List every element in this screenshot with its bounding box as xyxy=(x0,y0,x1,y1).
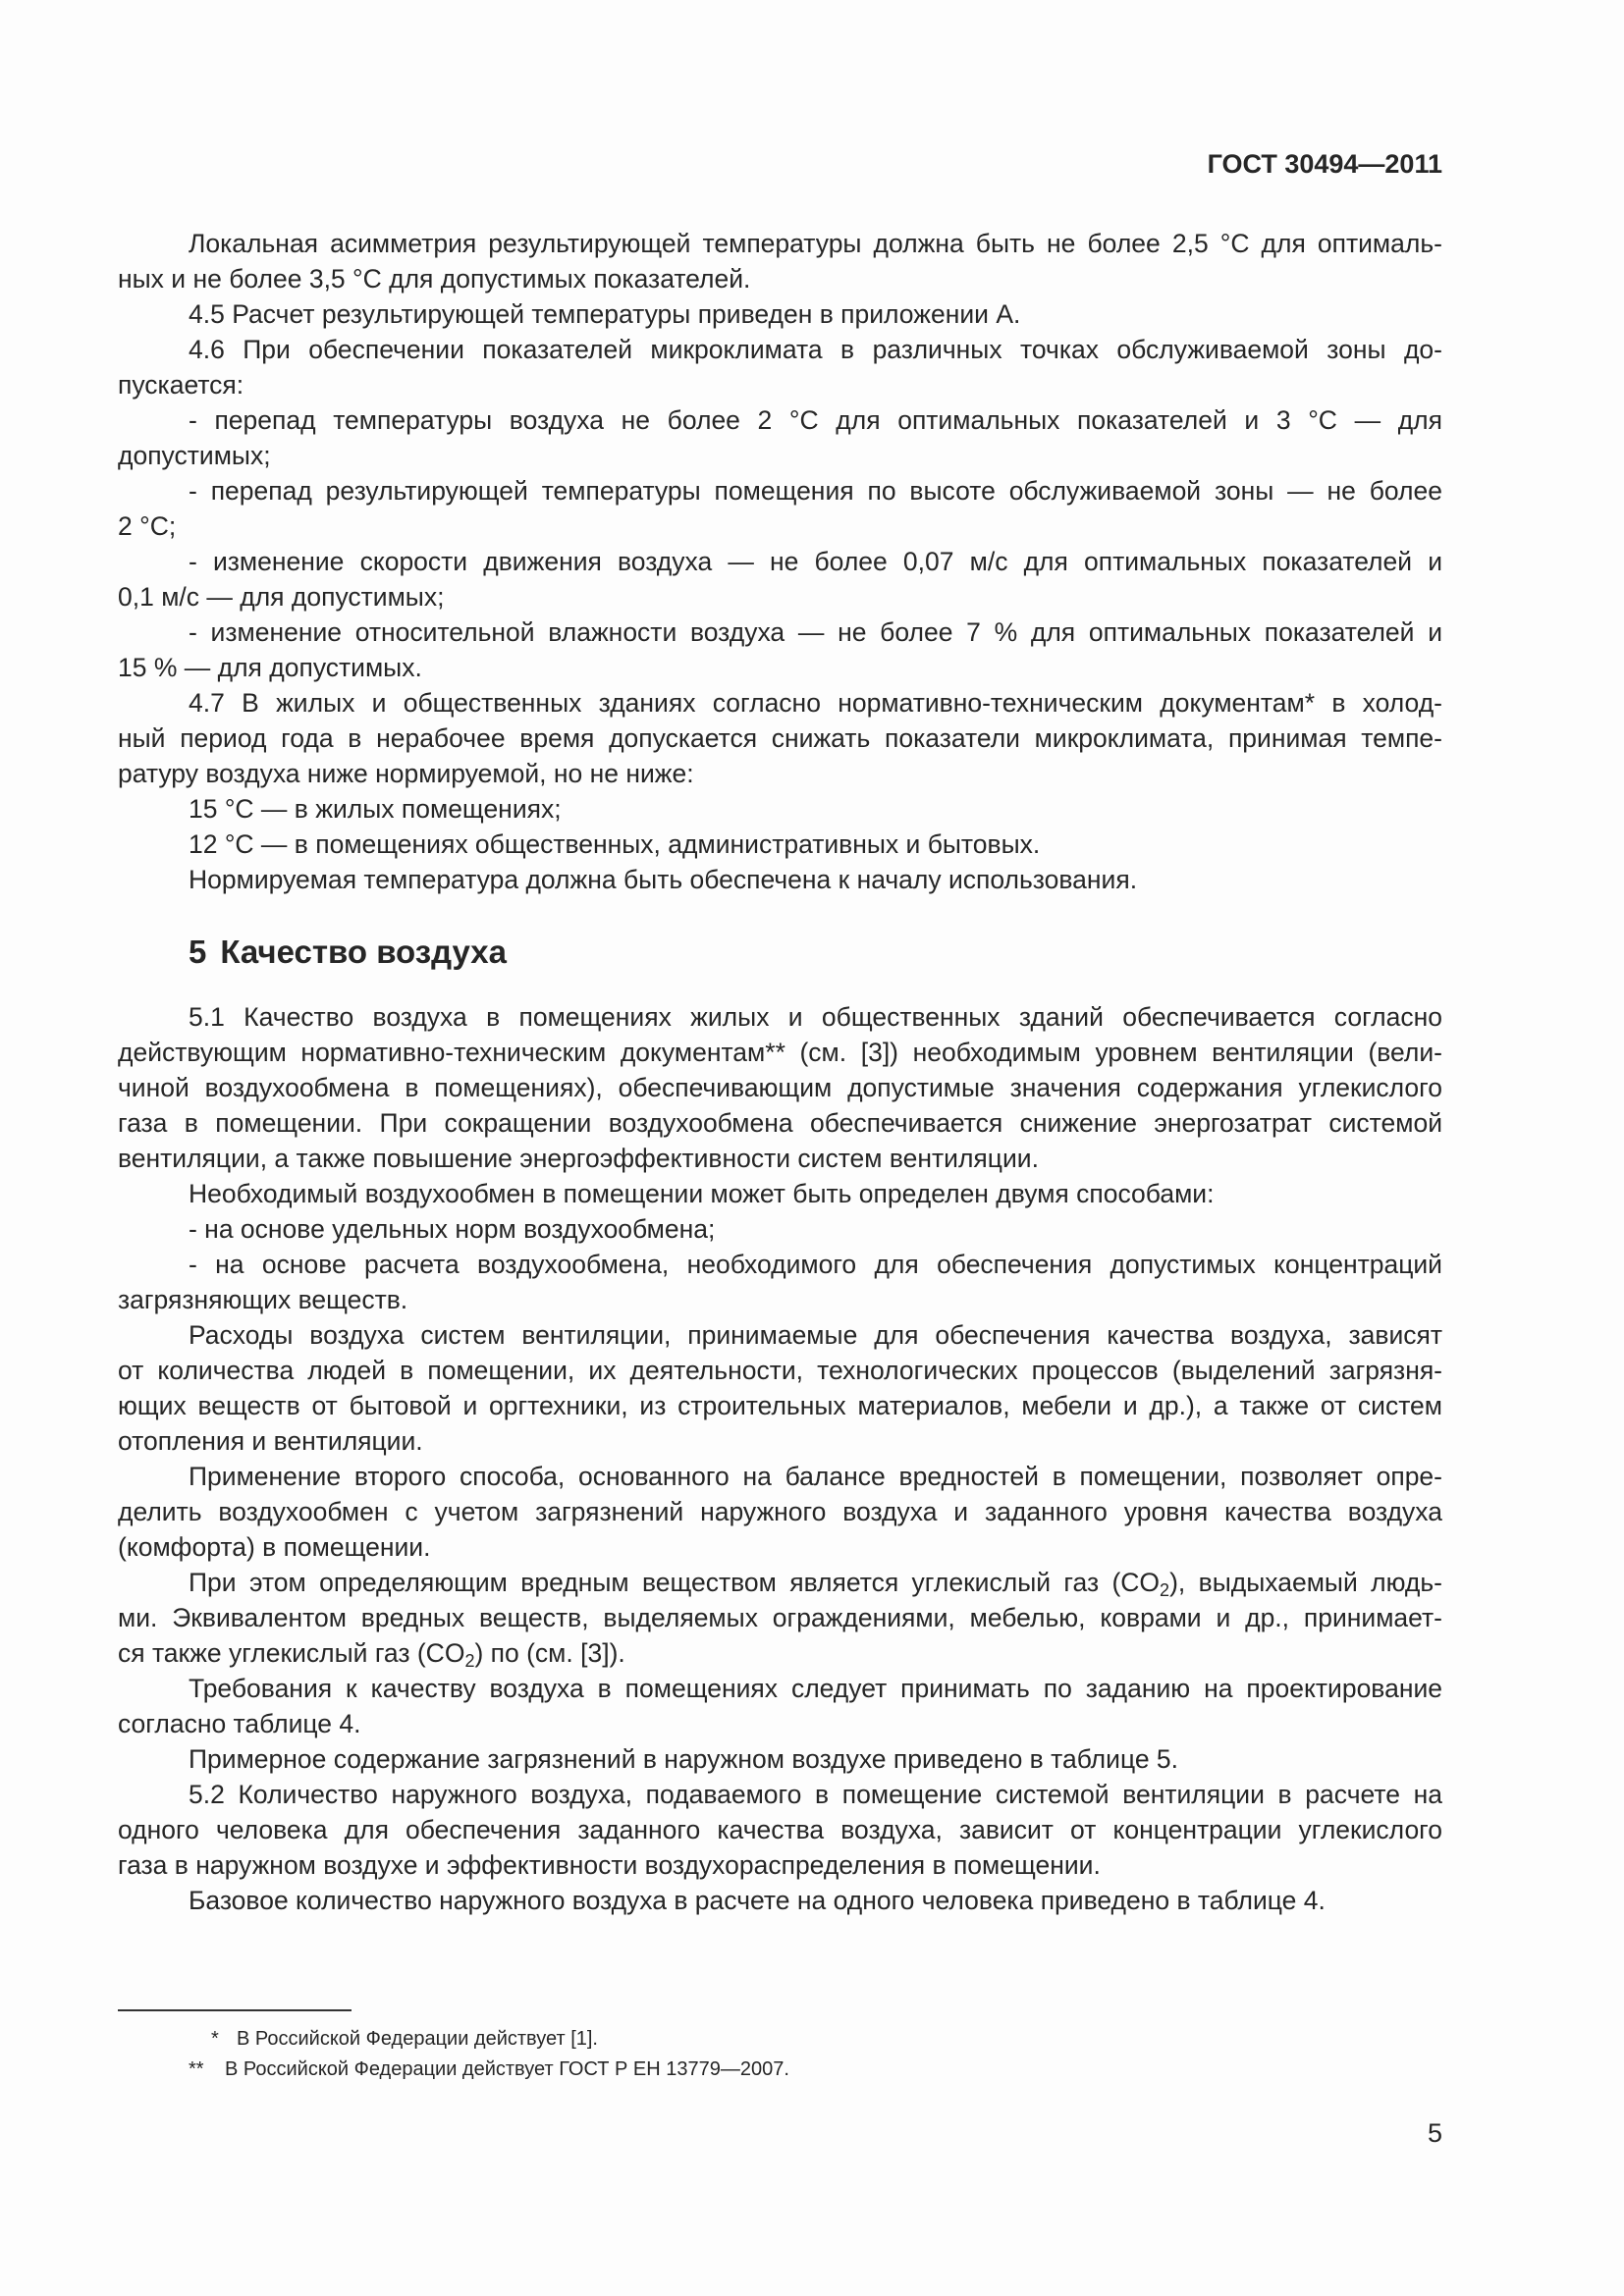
text-line: одного человека для обеспечения заданного качества воздуха, зависит от концентрации углекислого xyxy=(118,1815,1442,1844)
text-segment: ся также углекислый газ (CO xyxy=(118,1638,465,1668)
text-line: газа в наружном воздухе и эффективности воздухораспределения в помещении. xyxy=(118,1850,1101,1880)
footnote xyxy=(118,2055,1442,2085)
page-number: 5 xyxy=(1427,2118,1442,2148)
text-line: допустимых; xyxy=(118,441,271,470)
section-heading xyxy=(189,933,507,972)
footnote-marker: * xyxy=(211,2028,219,2050)
paragraph xyxy=(118,791,1442,827)
paragraph xyxy=(118,999,1442,1176)
text-line: пускается: xyxy=(118,370,244,400)
text-line: Базовое количество наружного воздуха в расчете на одного человека приведено в таблице 4. xyxy=(189,1886,1326,1915)
text-segment: ), выдыхаемый людь- xyxy=(1169,1568,1442,1597)
text-line: ющих веществ от бытовой и оргтехники, из строительных материалов, мебели и др.), а также от систем xyxy=(118,1391,1442,1420)
text-line: согласно таблице 4. xyxy=(118,1709,361,1738)
section-5-text xyxy=(118,999,1442,1918)
paragraph xyxy=(118,1317,1442,1459)
list-item xyxy=(118,1211,1442,1247)
text-line: Примерное содержание загрязнений в наружном воздухе приведено в таблице 5. xyxy=(189,1744,1179,1774)
paragraph xyxy=(118,827,1442,862)
section-number: 5 xyxy=(189,934,207,970)
paragraph xyxy=(118,1741,1442,1777)
text-line: вентиляции, а также повышение энергоэффективности систем вентиляции. xyxy=(118,1144,1039,1173)
text-line: действующим нормативно-техническим документам** (см. [3]) необходимым уровнем вентиляции (вели- xyxy=(118,1038,1442,1067)
text-line: 15 % — для допустимых. xyxy=(118,653,422,682)
text-line: газа в помещении. При сокращении воздухообмена обеспечивается снижение энергозатрат системой xyxy=(118,1108,1442,1138)
text-line: Применение второго способа, основанного на балансе вредностей в помещении, позволяет опре- xyxy=(189,1462,1442,1491)
paragraph xyxy=(118,296,1442,332)
footnotes xyxy=(118,2024,1442,2085)
text-line: 0,1 м/с — для допустимых; xyxy=(118,582,445,612)
list-item xyxy=(118,1247,1442,1317)
paragraph xyxy=(118,1777,1442,1883)
text-line: от количества людей в помещении, их деятельности, технологических процессов (выделений загрязня- xyxy=(118,1356,1442,1385)
document-code: ГОСТ 30494—2011 xyxy=(1207,149,1442,179)
text-line: 12 °C — в помещениях общественных, административных и бытовых. xyxy=(189,829,1041,859)
list-item xyxy=(118,473,1442,544)
paragraph xyxy=(118,226,1442,296)
text-segment: ) по (см. [3]). xyxy=(474,1638,625,1668)
footnote-marker: ** xyxy=(189,2058,204,2080)
text-line: - перепад результирующей температуры помещения по высоте обслуживаемой зоны — не более xyxy=(189,476,1442,506)
text-segment: При этом определяющим вредным веществом является углекислый газ (CO xyxy=(189,1568,1161,1597)
text-line: - изменение относительной влажности воздуха — не более 7 % для оптимальных показателей и xyxy=(189,617,1442,647)
text-line: 5.2 Количество наружного воздуха, подаваемого в помещение системой вентиляции в расчете на xyxy=(189,1780,1442,1809)
paragraph xyxy=(118,332,1442,402)
paragraph xyxy=(118,1176,1442,1211)
text-line: ратуру воздуха ниже нормируемой, но не ниже: xyxy=(118,759,694,788)
text-line: Требования к качеству воздуха в помещениях следует принимать по заданию на проектирование xyxy=(189,1674,1442,1703)
text-line: Необходимый воздухообмен в помещении может быть определен двумя способами: xyxy=(189,1179,1215,1208)
text-line: (комфорта) в помещении. xyxy=(118,1532,431,1562)
text-line: Нормируемая температура должна быть обеспечена к началу использования. xyxy=(189,865,1138,894)
list-item xyxy=(118,614,1442,685)
text-line: отопления и вентиляции. xyxy=(118,1426,423,1456)
text-line: - перепад температуры воздуха не более 2 °C для оптимальных показателей и 3 °C — для xyxy=(189,405,1442,435)
footnote-rule xyxy=(118,2009,352,2011)
footnote-text: В Российской Федерации действует [1]. xyxy=(237,2028,598,2050)
text-line: - на основе удельных норм воздухообмена; xyxy=(189,1214,716,1244)
paragraph xyxy=(118,1883,1442,1918)
text-line: 4.5 Расчет результирующей температуры приведен в приложении А. xyxy=(189,299,1021,329)
text-line: ный период года в нерабочее время допускается снижать показатели микроклимата, принимая темпе- xyxy=(118,723,1442,753)
footnote xyxy=(118,2024,1442,2055)
paragraph xyxy=(118,1565,1442,1671)
list-item xyxy=(118,402,1442,473)
text-line: загрязняющих веществ. xyxy=(118,1285,408,1314)
text-line: Локальная асимметрия результирующей температуры должна быть не более 2,5 °C для оптималь- xyxy=(189,229,1442,258)
text-line: - на основе расчета воздухообмена, необходимого для обеспечения допустимых концентраций xyxy=(189,1250,1442,1279)
section-4-text xyxy=(118,226,1442,897)
text-line: делить воздухообмен с учетом загрязнений наружного воздуха и заданного уровня качества воздуха xyxy=(118,1497,1442,1526)
list-item xyxy=(118,544,1442,614)
subscript: 2 xyxy=(1160,1580,1170,1600)
section-title: Качество воздуха xyxy=(220,934,507,970)
text-line: чиной воздухообмена в помещениях), обеспечивающим допустимые значения содержания углекислого xyxy=(118,1073,1442,1102)
footnote-text: В Российской Федерации действует ГОСТ Р ЕН 13779—2007. xyxy=(225,2058,789,2080)
text-line: ми. Эквивалентом вредных веществ, выделяемых ограждениями, мебелью, коврами и др., принимает- xyxy=(118,1603,1442,1632)
paragraph xyxy=(118,862,1442,897)
text-line: 5.1 Качество воздуха в помещениях жилых и общественных зданий обеспечивается согласно xyxy=(189,1002,1442,1032)
text-line: 15 °C — в жилых помещениях; xyxy=(189,794,562,824)
text-line xyxy=(118,1565,1442,1600)
text-line: 4.7 В жилых и общественных зданиях согласно нормативно-техническим документам* в холод- xyxy=(189,688,1442,718)
subscript: 2 xyxy=(464,1651,475,1671)
text-line: ных и не более 3,5 °C для допустимых показателей. xyxy=(118,264,751,294)
text-line: - изменение скорости движения воздуха — не более 0,07 м/с для оптимальных показателей и xyxy=(189,547,1442,576)
paragraph xyxy=(118,685,1442,791)
text-line: 4.6 При обеспечении показателей микроклимата в различных точках обслуживаемой зоны до- xyxy=(189,335,1442,364)
text-line: Расходы воздуха систем вентиляции, принимаемые для обеспечения качества воздуха, зависят xyxy=(189,1320,1442,1350)
paragraph xyxy=(118,1459,1442,1565)
text-line: 2 °C; xyxy=(118,511,177,541)
paragraph xyxy=(118,1671,1442,1741)
text-line xyxy=(118,1635,1442,1671)
